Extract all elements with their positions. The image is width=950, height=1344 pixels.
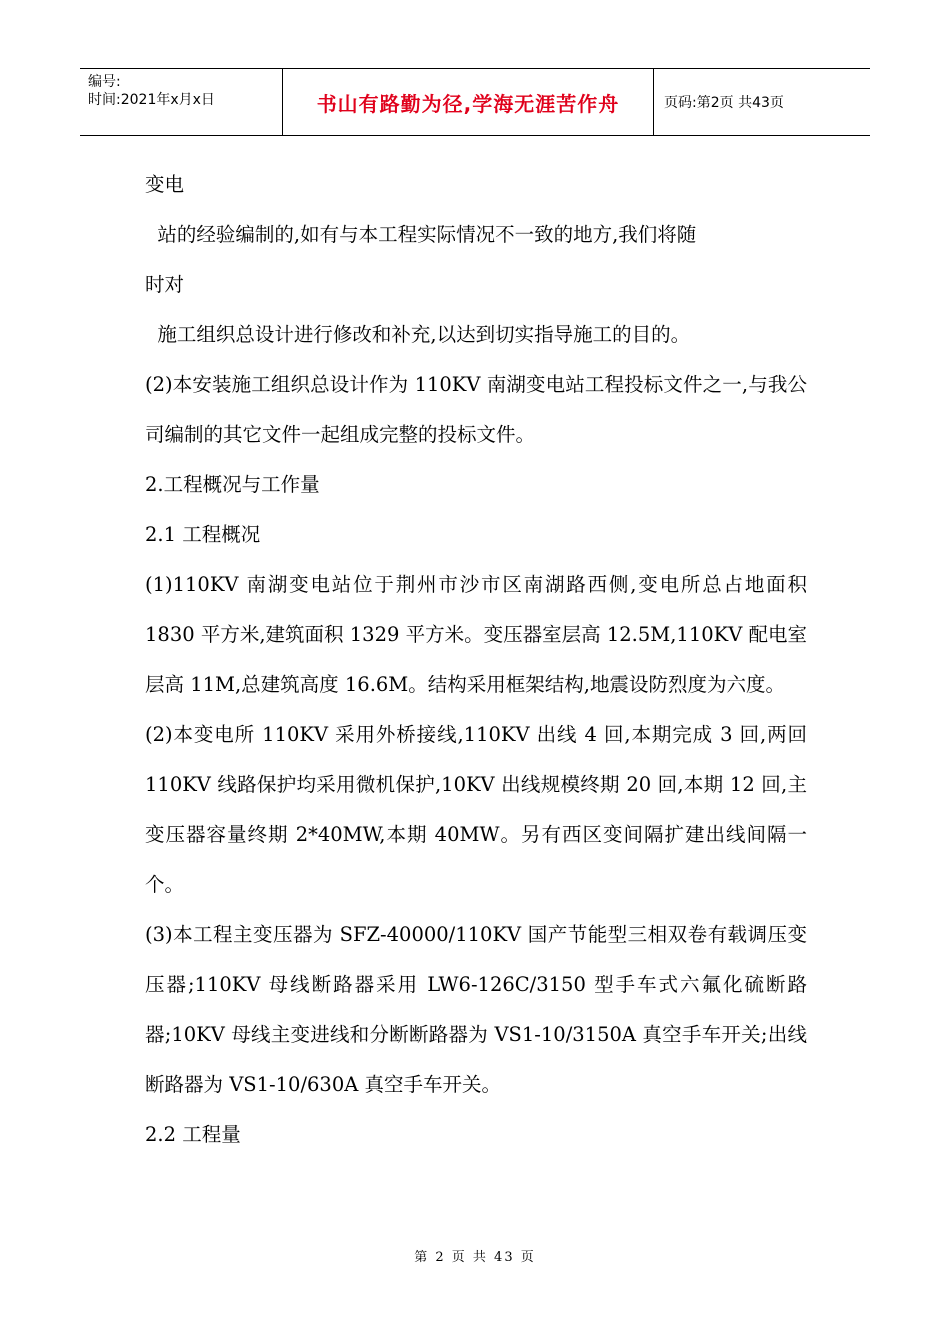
paragraph: (2)本安装施工组织总设计作为 110KV 南湖变电站工程投标文件之一,与我公司编制的其它文件一起组成完整的投标文件。	[145, 373, 807, 446]
document-body	[145, 160, 807, 1160]
header-page-info: 页码:第2页 共43页	[664, 95, 784, 111]
paragraph: (3)本工程主变压器为 SFZ-40000/110KV 国产节能型三相双卷有载调压变压器;110KV 母线断路器采用 LW6-126C/3150 型手车式六氟化硫断路器;10KV 母线主变进线和分断断路器为 VS1-10/3150A 真空手车开关;出线断路器为 VS1-10/630A 真空手车开关。	[145, 923, 807, 1096]
paragraph: 变电	[145, 173, 185, 196]
header-meta-cell	[80, 69, 283, 135]
page-header	[80, 68, 870, 136]
document-code-label: 编号:	[88, 74, 121, 90]
document-date: 时间:2021年x月x日	[88, 92, 215, 108]
page-footer	[0, 1246, 950, 1265]
section-heading: 2.工程概况与工作量	[145, 473, 320, 496]
paragraph: 施工组织总设计进行修改和补充,以达到切实指导施工的目的。	[145, 323, 691, 346]
header-motto: 书山有路勤为径,学海无涯苦作舟	[316, 91, 620, 116]
paragraph: (2)本变电所 110KV 采用外桥接线,110KV 出线 4 回,本期完成 3 回,两回 110KV 线路保护均采用微机保护,10KV 出线规模终期 20 回,本期 12 回,主变压器容量终期 2*40MW,本期 40MW。另有西区变间隔扩建出线间隔一个。	[145, 723, 807, 896]
header-motto-cell	[283, 69, 654, 135]
subsection-heading: 2.1 工程概况	[145, 523, 261, 546]
paragraph: (1)110KV 南湖变电站位于荆州市沙市区南湖路西侧,变电所总占地面积 1830 平方米,建筑面积 1329 平方米。变压器室层高 12.5M,110KV 配电室层高 11M,总建筑高度 16.6M。结构采用框架结构,地震设防烈度为六度。	[145, 573, 807, 696]
paragraph: 站的经验编制的,如有与本工程实际情况不一致的地方,我们将随	[145, 223, 697, 246]
subsection-heading: 2.2 工程量	[145, 1123, 241, 1146]
paragraph: 时对	[145, 273, 185, 296]
footer-page-number: 第 2 页 共 43 页	[414, 1250, 536, 1265]
header-page-cell	[654, 69, 870, 135]
